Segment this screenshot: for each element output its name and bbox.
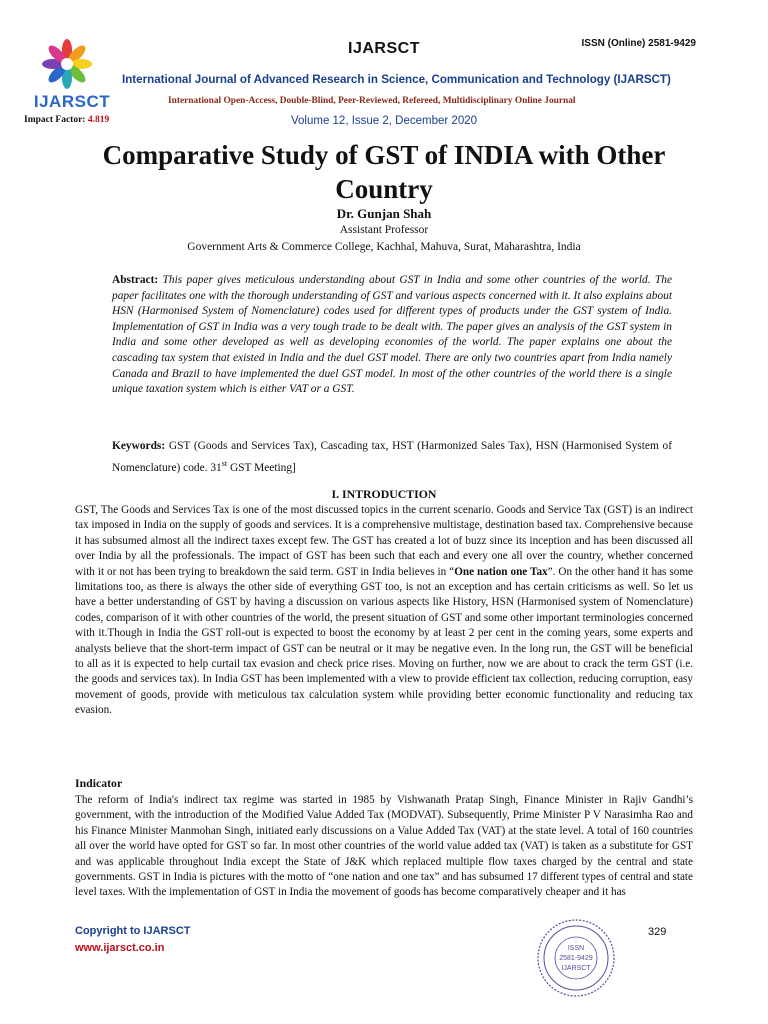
indicator-paragraph: The reform of India's indirect tax regime was started in 1985 by Vishwanath Pratap Singh, Finance Minister in Rajiv Gandhi’s government, with the introduction of the Modified Value Added Tax (MODVAT). Subsequently, Prime Minister P V Narasimha Rao and his Finance Minister Manmohan Singh, initiated early discussions on a Value Added Tax (VAT) at the state level. A total of 160 countries all over the world have opted for GST so far. In most other countries of the world value added tax (VAT) is taken as a substitute for GST and was applicable throughout India except the State of J&K which replaced multiple flow taxes charged by the central and state governments. GST in India is pictures with the motto of “one nation and one tax” and has subsumed 17 different types of central and state level taxes. With the implementation of GST in India the movement of goods has become comparatively cheaper and it has — [75, 794, 693, 899]
keywords-end: GST Meeting] — [227, 461, 296, 474]
volume-issue: Volume 12, Issue 2, December 2020 — [290, 115, 478, 127]
subsection-heading-indicator: Indicator — [75, 776, 123, 790]
intro-text-2: ”. On the other hand it has some limitations too, as there is always the other side of everything GST too, is not an exception and has certain criticisms as well. So let us have a better understanding of GST by having a discussion on various aspects like History, HSN (Harmonised system of Nomenclature) codes, comparison of it with other countries of the world, the present situation of GST and some other important terminologies concerned with it.Though in India the GST roll-out is expected to boost the economy by at least 2 per cent in the coming years, some experts and analysts believe that the short-term impact of GST can be neutral or it may be negative even. In the long run, the GST will be beneficial to all as it is expected to help curtail tax evasion and check price rises. Moving on further, now we are about to crack the term GST (i.e. the goods and services tax). In India GST has been implemented with a view to provide efficient tax collection, reducing corruption, easy movement of goods, provide with meticulous tax calculation system while providing better economic functionality and reducing tax evasion. — [75, 565, 693, 717]
keywords — [112, 438, 672, 477]
journal-tagline: International Open-Access, Double-Blind, Peer-Reviewed, Refereed, Multidisciplinary Online Journal — [168, 96, 576, 106]
author-name: Dr. Gunjan Shah — [336, 206, 432, 221]
footer-website-link[interactable]: www.ijarsct.co.in — [75, 942, 165, 954]
keywords-label: Keywords: — [112, 440, 166, 452]
journal-short-title: IJARSCT — [348, 40, 420, 57]
impact-factor-value: 4.819 — [87, 115, 110, 125]
stamp-issn: ISSN — [567, 945, 585, 952]
journal-name: International Journal of Advanced Research in Science, Communication and Technology (IJARSCT) — [122, 73, 671, 86]
keywords-superscript: st — [221, 459, 228, 468]
paper-title: Comparative Study of GST of INDIA with Other Country — [102, 140, 666, 204]
intro-emphasis: One nation one Tax — [454, 565, 548, 578]
stamp-name: IJARSCT — [561, 965, 591, 972]
abstract-label: Abstract: — [112, 274, 159, 286]
abstract-text: This paper gives meticulous understanding about GST in India and some other countries of the world. The paper facilitates one with the thorough understanding of GST and various aspects concerned with it. It also explains about HSN (Harmonised System of Nomenclature) codes used for different types of products under the GST system of India. Implementation of GST in India was a very tough trade to be dealt with. The paper gives an analysis of the GST system in India and some other developed as well as developing economies of the world. The paper explains one about the cascading tax system that existed in India and the duel GST model. There are only two countries apart from India namely Canada and Brazil to have implemented the duel GST model. In most of the other countries of the world there is a single unique taxation system which is either VAT or a GST. — [112, 274, 672, 396]
issn-stamp — [536, 918, 616, 998]
stamp-number: 2581-9429 — [559, 955, 593, 962]
section-heading-introduction: I. INTRODUCTION — [331, 487, 437, 501]
footer-copyright: Copyright to IJARSCT — [75, 925, 191, 937]
introduction-paragraph — [75, 503, 693, 719]
logo-wordmark: IJARSCT — [33, 92, 111, 111]
issn-label: ISSN (Online) 2581-9429 — [581, 38, 696, 49]
impact-factor-label: Impact Factor: — [24, 115, 86, 125]
abstract — [112, 273, 672, 398]
intro-text-1: GST, The Goods and Services Tax is one of the most discussed topics in the current scenario. Goods and Service Tax (GST) is an indirect tax imposed in India on the supply of goods and services. It is a comprehensive multistage, destination based tax. Comprehensive because it has subsumed almost all the indirect taxes except few. The GST has created a lot of buzz since its inception and has been discussed all over India by all the professionals. The impact of GST has been such that each and every one all over the country, whether concerned with it or not has been trying to breakdown the said term. GST in India believes in “ — [75, 504, 693, 578]
keywords-text: GST (Goods and Services Tax), Cascading tax, HST (Harmonized Sales Tax), HSN (Harmonised System of Nomenclature) code. 31 — [112, 440, 672, 474]
page-number: 329 — [648, 926, 667, 938]
author-affiliation: Government Arts & Commerce College, Kachhal, Mahuva, Surat, Maharashtra, India — [187, 241, 581, 253]
author-position: Assistant Professor — [339, 224, 429, 236]
